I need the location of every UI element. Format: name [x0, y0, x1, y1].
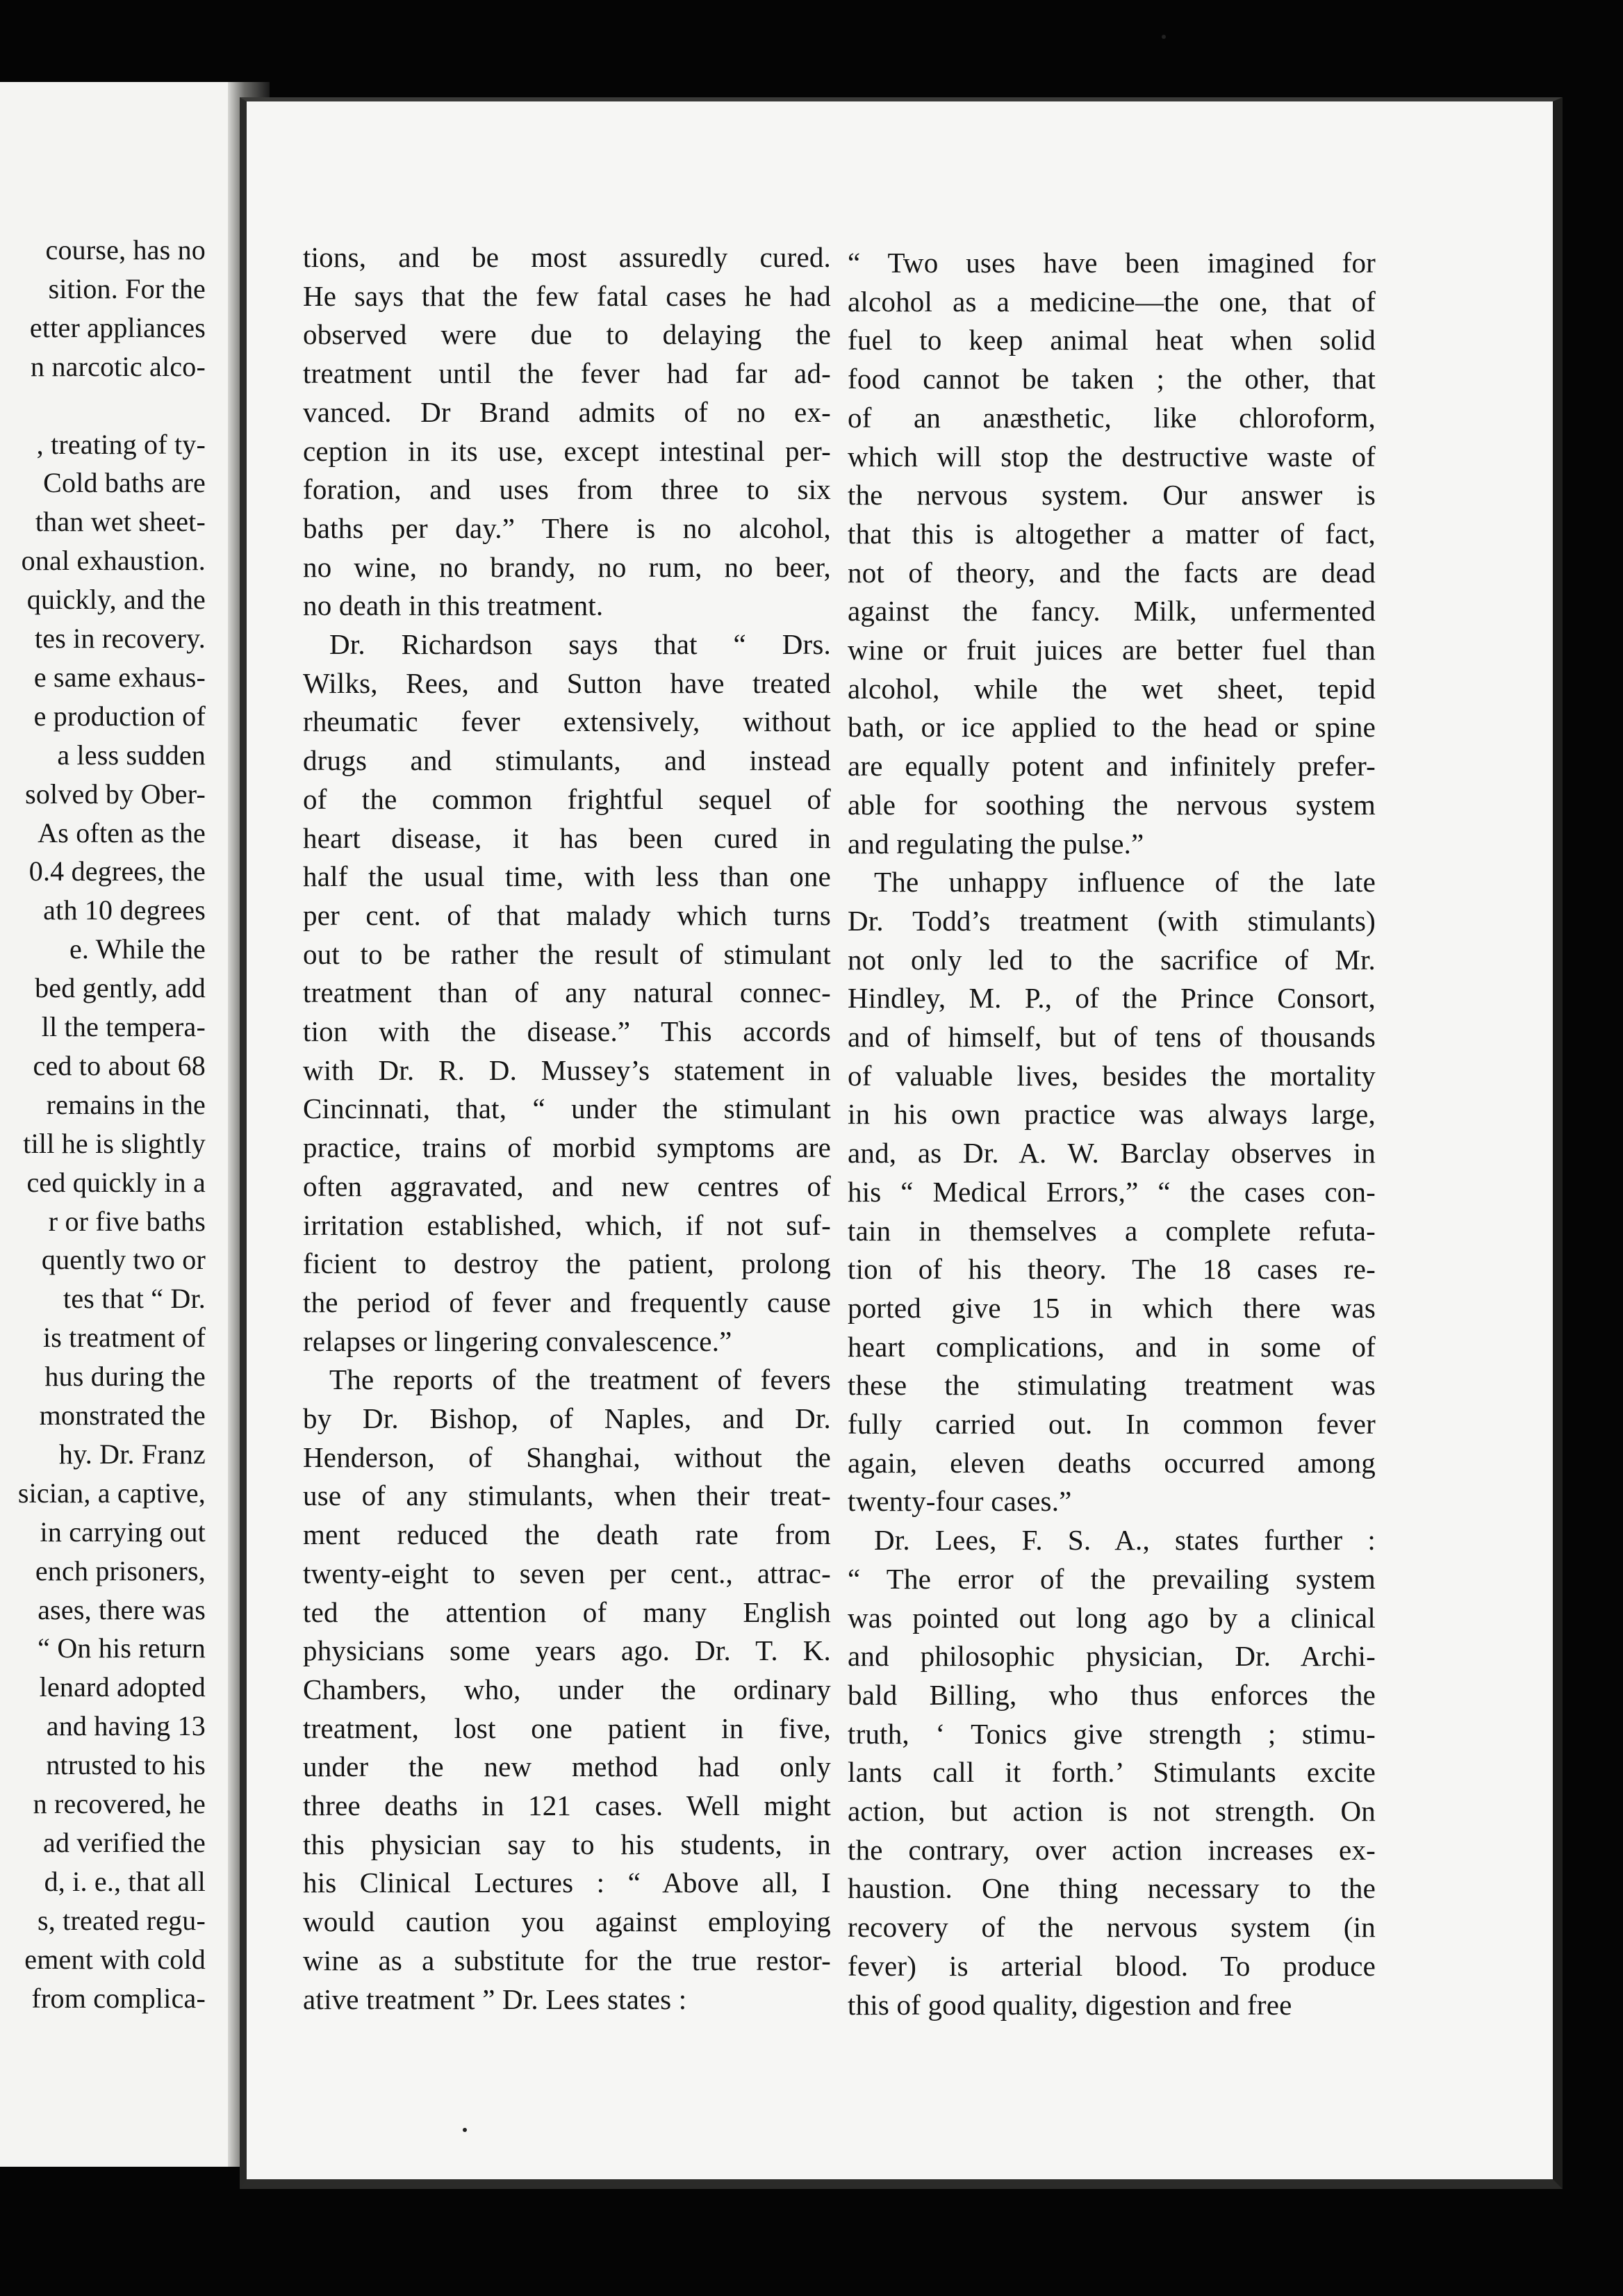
- text-line: wine as a substitute for the true restor-: [303, 1944, 831, 1976]
- text-line: recovery of the nervous system (in: [848, 1911, 1376, 1944]
- text-line: tes that “ Dr.: [63, 1283, 206, 1315]
- text-line: often aggravated, and new centres of: [303, 1170, 831, 1202]
- text-line: r or five baths: [48, 1205, 206, 1237]
- text-line: hus during the: [44, 1361, 206, 1393]
- text-line: and having 13: [46, 1710, 206, 1742]
- text-line: twenty-eight to seven per cent., attrac-: [303, 1557, 831, 1589]
- text-line: physicians some years ago. Dr. T. K.: [303, 1634, 831, 1667]
- text-line: the period of fever and frequently cause: [303, 1286, 831, 1318]
- text-line: wine or fruit juices are better fuel than: [848, 634, 1376, 666]
- text-line: n recovered, he: [33, 1788, 206, 1819]
- text-line: “ On his return: [38, 1632, 206, 1664]
- text-line: are equally potent and infinitely prefer-: [848, 750, 1376, 782]
- text-line: observed were due to delaying the: [303, 318, 831, 351]
- text-line: by Dr. Bishop, of Naples, and Dr.: [303, 1402, 831, 1434]
- text-line: baths per day.” There is no alcohol,: [303, 511, 831, 544]
- text-line: ench prisoners,: [35, 1555, 206, 1586]
- text-line: in his own practice was always large,: [848, 1098, 1376, 1131]
- text-line: remains in the: [46, 1088, 206, 1120]
- text-line: which will stop the destructive waste of: [848, 440, 1376, 473]
- text-line: quickly, and the: [26, 584, 206, 616]
- text-line: and regulating the pulse.”: [848, 827, 1144, 860]
- text-line: ath 10 degrees: [43, 894, 206, 926]
- text-line: , treating of ty-: [36, 428, 206, 460]
- text-line: ficient to destroy the patient, prolong: [303, 1247, 831, 1280]
- text-line: quently two or: [41, 1244, 206, 1276]
- speck-mark: [463, 2128, 467, 2132]
- text-line: out to be rather the result of stimulant: [303, 937, 831, 970]
- text-line: 0.4 degrees, the: [28, 855, 206, 887]
- text-line: against the fancy. Milk, unfermented: [848, 595, 1376, 628]
- text-line: is treatment of: [42, 1322, 206, 1354]
- text-line: course, has no: [45, 234, 206, 265]
- text-line: Dr. Todd’s treatment (with stimulants): [848, 904, 1376, 937]
- text-line: The unhappy influence of the late: [874, 866, 1376, 899]
- text-line: the contrary, over action increases ex-: [848, 1833, 1376, 1866]
- text-line: under the new method had only: [303, 1750, 831, 1783]
- text-line: his Clinical Lectures : “ Above all, I: [303, 1867, 831, 1899]
- text-line: e. While the: [69, 933, 206, 965]
- text-line: drugs and stimulants, and instead: [303, 744, 831, 777]
- text-line: ad verified the: [43, 1826, 206, 1858]
- text-line: d, i. e., that all: [44, 1865, 206, 1897]
- text-line: ted the attention of many English: [303, 1596, 831, 1628]
- text-line: s, treated regu-: [38, 1904, 206, 1936]
- text-line: three deaths in 121 cases. Well might: [303, 1789, 831, 1821]
- text-line: ement with cold: [24, 1943, 206, 1975]
- text-line: this physician say to his students, in: [303, 1828, 831, 1860]
- text-line: Cincinnati, that, “ under the stimulant: [303, 1092, 831, 1125]
- text-line: not only led to the sacrifice of Mr.: [848, 943, 1376, 976]
- text-line: vanced. Dr Brand admits of no ex-: [303, 395, 831, 428]
- text-line: ception in its use, except intestinal per-: [303, 434, 831, 467]
- text-line: ases, there was: [38, 1593, 206, 1625]
- text-line: and of himself, but of tens of thousands: [848, 1021, 1376, 1053]
- text-line: from complica-: [31, 1982, 206, 2014]
- text-line: ative treatment ” Dr. Lees states :: [303, 1983, 687, 2015]
- text-line: of the common frightful sequel of: [303, 782, 831, 815]
- text-line: than wet sheet-: [35, 506, 206, 538]
- text-line: Chambers, who, under the ordinary: [303, 1673, 831, 1705]
- text-line: rheumatic fever extensively, without: [303, 705, 831, 738]
- text-line: foration, and uses from three to six: [303, 473, 831, 506]
- text-line: and, as Dr. A. W. Barclay observes in: [848, 1137, 1376, 1170]
- text-line: e same exhaus-: [33, 661, 206, 693]
- text-line: able for soothing the nervous system: [848, 788, 1376, 821]
- text-line: bath, or ice applied to the head or spine: [848, 711, 1376, 744]
- text-line: fuel to keep animal heat when solid: [848, 324, 1376, 356]
- text-line: etter appliances: [29, 311, 206, 343]
- text-line: truth, ‘ Tonics give strength ; stimu-: [848, 1717, 1376, 1750]
- text-line: The reports of the treatment of fevers: [329, 1363, 831, 1396]
- text-line: ced quickly in a: [26, 1166, 206, 1198]
- text-line: haustion. One thing necessary to the: [848, 1872, 1376, 1905]
- text-line: He says that the few fatal cases he had: [303, 279, 831, 312]
- text-line: again, eleven deaths occurred among: [848, 1446, 1376, 1479]
- text-line: tain in themselves a complete refuta-: [848, 1214, 1376, 1247]
- text-line: till he is slightly: [23, 1127, 206, 1159]
- text-line: tion of his theory. The 18 cases re-: [848, 1253, 1376, 1286]
- text-line: As often as the: [38, 817, 206, 848]
- text-line: n narcotic alco-: [31, 350, 206, 382]
- text-line: fully carried out. In common fever: [848, 1408, 1376, 1440]
- text-line: treatment, lost one patient in five,: [303, 1712, 831, 1744]
- text-line: ment reduced the death rate from: [303, 1518, 831, 1551]
- text-line: treatment until the fever had far ad-: [303, 357, 831, 390]
- text-line: use of any stimulants, when their treat-: [303, 1479, 831, 1512]
- text-line: Henderson, of Shanghai, without the: [303, 1441, 831, 1473]
- text-line: heart complications, and in some of: [848, 1330, 1376, 1363]
- text-line: Dr. Lees, F. S. A., states further :: [874, 1524, 1376, 1557]
- text-line: “ Two uses have been imagined for: [848, 247, 1376, 279]
- text-line: per cent. of that malady which turns: [303, 899, 831, 931]
- text-line: no death in this treatment.: [303, 589, 604, 622]
- text-line: “ The error of the prevailing system: [848, 1562, 1376, 1595]
- text-line: ported give 15 in which there was: [848, 1291, 1376, 1324]
- text-line: this of good quality, digestion and free: [848, 1988, 1292, 2021]
- text-line: ntrusted to his: [46, 1749, 206, 1781]
- text-line: fever) is arterial blood. To produce: [848, 1949, 1376, 1982]
- text-line: Dr. Richardson says that “ Drs.: [329, 628, 831, 660]
- text-line: e production of: [33, 700, 206, 732]
- text-line: ll the tempera-: [41, 1011, 206, 1042]
- text-line: sition. For the: [48, 272, 206, 304]
- speck-mark: [1162, 35, 1166, 39]
- text-line: lenard adopted: [39, 1671, 206, 1703]
- text-line: lants call it forth.’ Stimulants excite: [848, 1756, 1376, 1789]
- text-line: and philosophic physician, Dr. Archi-: [848, 1640, 1376, 1673]
- text-line: of an anæsthetic, like chloroform,: [848, 401, 1376, 434]
- text-line: not of theory, and the facts are dead: [848, 556, 1376, 589]
- text-line: alcohol as a medicine—the one, that of: [848, 285, 1376, 318]
- text-line: a less sudden: [57, 739, 206, 771]
- text-line: would caution you against employing: [303, 1905, 831, 1938]
- text-line: half the usual time, with less than one: [303, 860, 831, 893]
- text-line: that this is altogether a matter of fact,: [848, 517, 1376, 550]
- text-line: onal exhaustion.: [21, 545, 206, 577]
- text-line: solved by Ober-: [25, 778, 206, 810]
- text-line: twenty-four cases.”: [848, 1485, 1072, 1518]
- text-line: practice, trains of morbid symptoms are: [303, 1131, 831, 1164]
- text-line: tion with the disease.” This accords: [303, 1015, 831, 1047]
- text-line: Wilks, Rees, and Sutton have treated: [303, 666, 831, 699]
- text-line: Cold baths are: [43, 467, 206, 499]
- text-line: of valuable lives, besides the mortality: [848, 1059, 1376, 1092]
- text-line: in carrying out: [40, 1516, 206, 1548]
- text-line: tes in recovery.: [34, 623, 206, 654]
- text-line: heart disease, it has been cured in: [303, 821, 831, 854]
- text-line: the nervous system. Our answer is: [848, 479, 1376, 511]
- text-line: alcohol, while the wet sheet, tepid: [848, 672, 1376, 705]
- text-line: ced to about 68: [33, 1049, 206, 1081]
- text-line: sician, a captive,: [17, 1477, 206, 1509]
- text-line: bald Billing, who thus enforces the: [848, 1678, 1376, 1711]
- text-line: with Dr. R. D. Mussey’s statement in: [303, 1053, 831, 1086]
- text-line: food cannot be taken ; the other, that: [848, 363, 1376, 395]
- left-page: [0, 82, 240, 2167]
- text-line: bed gently, add: [35, 972, 206, 1004]
- text-line: treatment than of any natural connec-: [303, 976, 831, 1009]
- text-line: these the stimulating treatment was: [848, 1369, 1376, 1402]
- text-line: Hindley, M. P., of the Prince Consort,: [848, 982, 1376, 1015]
- text-line: action, but action is not strength. On: [848, 1795, 1376, 1827]
- text-line: tions, and be most assuredly cured.: [303, 241, 831, 273]
- text-line: his “ Medical Errors,” “ the cases con-: [848, 1175, 1376, 1208]
- text-line: monstrated the: [39, 1400, 206, 1431]
- text-line: relapses or lingering convalescence.”: [303, 1325, 732, 1357]
- text-line: was pointed out long ago by a clinical: [848, 1601, 1376, 1634]
- text-line: hy. Dr. Franz: [58, 1438, 206, 1470]
- text-line: irritation established, which, if not suf-: [303, 1208, 831, 1241]
- text-line: no wine, no brandy, no rum, no beer,: [303, 550, 831, 583]
